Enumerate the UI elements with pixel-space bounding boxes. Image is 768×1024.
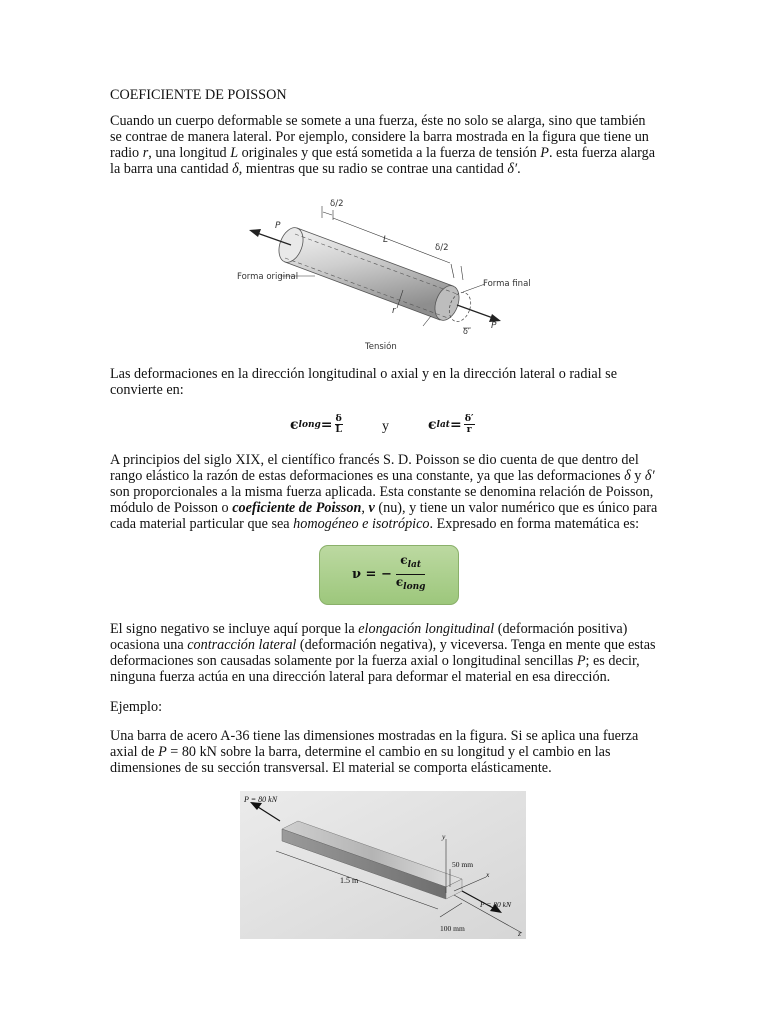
label-z: z bbox=[518, 929, 521, 938]
label-p-top: P = 80 kN bbox=[244, 795, 278, 804]
equation-lat bbox=[428, 414, 475, 435]
var-L: L bbox=[230, 145, 239, 161]
lhs: ν = − bbox=[352, 566, 392, 582]
equation-strains bbox=[0, 412, 768, 442]
label-100mm: 100 mm bbox=[440, 924, 465, 933]
fraction bbox=[464, 414, 475, 435]
numerator: δ bbox=[335, 413, 342, 424]
text: ; es decir, ninguna fuerza actúa en una dirección lateral para deformar el material en esa dirección. bbox=[110, 653, 640, 685]
subscript-long: long bbox=[298, 419, 321, 430]
label-P-left: P bbox=[275, 221, 281, 231]
text: (deformación positiva) ocasiona una bbox=[110, 621, 628, 653]
text: son proporcionales a la misma fuerza aplicada. Esta constante se denomina relación de Poisson, módulo de Poisson o bbox=[110, 484, 654, 516]
cylinder-body bbox=[275, 224, 475, 324]
example-heading: Ejemplo: bbox=[110, 699, 163, 715]
epsilon-symbol: ϵ bbox=[400, 553, 408, 567]
equals-sign: = bbox=[449, 416, 462, 433]
epsilon-symbol: ϵ bbox=[290, 416, 299, 433]
label-P-right: P bbox=[491, 321, 497, 331]
text: originales y que está sometida a la fuerza de tensión bbox=[238, 145, 541, 161]
label-forma-final: Forma final bbox=[483, 279, 531, 289]
text: El signo negativo se incluye aquí porque la bbox=[110, 621, 359, 637]
conjunction-y: y bbox=[382, 419, 389, 434]
page-title: COEFICIENTE DE POISSON bbox=[110, 87, 287, 103]
var-delta: δ bbox=[232, 161, 239, 177]
label-delta-prime: δ′ bbox=[463, 327, 470, 336]
subscript-lat: lat bbox=[407, 560, 422, 570]
numerator bbox=[396, 553, 425, 575]
subscript-long: long bbox=[403, 582, 426, 592]
text: , una longitud bbox=[148, 145, 231, 161]
equation-poisson bbox=[352, 553, 425, 595]
label-1-5m: 1.5 m bbox=[340, 876, 359, 885]
var-P: P bbox=[576, 653, 586, 669]
label-forma-original: Forma original bbox=[237, 272, 299, 282]
text: (nu), y tiene un valor numérico que es único para cada material particular que sea bbox=[110, 500, 658, 532]
paragraph-example bbox=[110, 728, 660, 776]
var-delta-prime: δ′ bbox=[644, 468, 655, 484]
figure-steel-bar bbox=[240, 791, 526, 939]
term-coeficiente: coeficiente de Poisson bbox=[232, 500, 362, 516]
term-homogeneo: homogéneo e isotrópico bbox=[293, 516, 430, 532]
numerator: δ′ bbox=[464, 413, 474, 424]
figure-cylinder-tension bbox=[235, 188, 535, 354]
denominator bbox=[396, 575, 426, 595]
var-r: r bbox=[142, 145, 149, 161]
fraction bbox=[396, 553, 426, 595]
var-P: P bbox=[540, 145, 549, 161]
label-tension: Tensión bbox=[365, 342, 397, 352]
var-delta: δ bbox=[624, 468, 631, 484]
paragraph-intro bbox=[110, 113, 660, 177]
fraction bbox=[335, 414, 343, 435]
term-elongacion: elongación longitudinal bbox=[358, 621, 495, 637]
label-delta-half-right: δ/2 bbox=[435, 243, 449, 253]
equation-long bbox=[290, 414, 343, 435]
label-delta-half-top: δ/2 bbox=[330, 199, 344, 209]
text: , bbox=[361, 500, 369, 516]
text: = 80 kN sobre la barra, determine el cambio en su longitud y el cambio en las dimensiones de su sección transversal. El material se comporta elásticamente. bbox=[110, 744, 611, 776]
var-delta-prime: δ′ bbox=[507, 161, 518, 177]
label-y: y bbox=[442, 832, 446, 841]
text: (deformación negativa), y viceversa. Tenga en mente que estas deformaciones son causadas solamente por la fuerza axial o longitudinal sencillas bbox=[110, 637, 656, 669]
subscript-lat: lat bbox=[436, 419, 450, 430]
paragraph-poisson-history bbox=[110, 452, 660, 532]
text: . Expresado en forma matemática es: bbox=[429, 516, 640, 532]
label-x: x bbox=[486, 870, 490, 879]
denominator: L bbox=[335, 424, 343, 435]
label-50mm: 50 mm bbox=[452, 860, 474, 869]
text: Cuando un cuerpo deformable se somete a una fuerza, éste no solo se alarga, sino que también se contrae de manera lateral. Por ejemplo, considere la barra mostrada en la figura que tiene un radio bbox=[110, 113, 649, 161]
label-r: r bbox=[392, 306, 396, 316]
epsilon-symbol: ϵ bbox=[428, 416, 437, 433]
paragraph-deformations: Las deformaciones en la dirección longitudinal o axial y en la dirección lateral o radial se convierte en: bbox=[110, 366, 617, 398]
paragraph-sign bbox=[110, 621, 660, 685]
text: . esta fuerza alarga la barra una cantidad bbox=[110, 145, 656, 177]
term-contraccion: contracción lateral bbox=[187, 637, 297, 653]
text: A principios del siglo XIX, el científico francés S. D. Poisson se dio cuenta de que dentro del rango elástico la razón de estas deformaciones es una constante, ya que las deformaciones bbox=[110, 452, 639, 484]
epsilon-symbol: ϵ bbox=[395, 575, 404, 589]
text: , mientras que su radio se contrae una cantidad bbox=[238, 161, 508, 177]
denominator: r bbox=[466, 424, 472, 435]
var-nu: ν bbox=[368, 500, 375, 516]
text: . bbox=[517, 161, 521, 177]
label-p-right: P = 80 kN bbox=[480, 900, 511, 909]
text: Una barra de acero A-36 tiene las dimensiones mostradas en la figura. Si se aplica una fuerza axial de bbox=[110, 728, 639, 760]
equals-sign: = bbox=[320, 416, 333, 433]
var-P: P bbox=[158, 744, 167, 760]
text: y bbox=[630, 468, 645, 484]
label-L: L bbox=[383, 235, 389, 245]
